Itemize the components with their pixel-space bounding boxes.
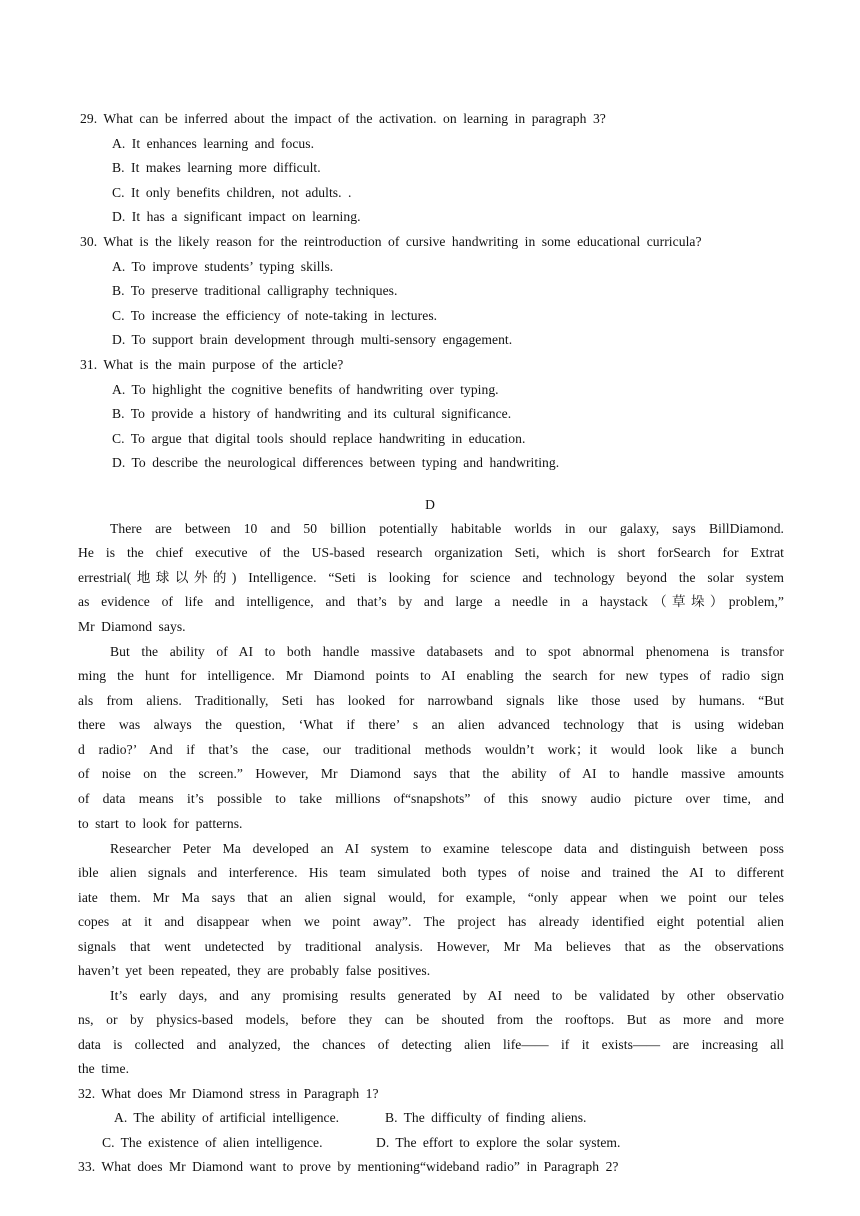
question-30-option-c: C. To increase the efficiency of note-taking in lectures. [112, 308, 438, 323]
passage-p2-line: ming the hunt for intelligence. Mr Diamond points to AI enabling the search for new types of radio sign [78, 668, 784, 683]
passage-p1-line: Mr Diamond says. [78, 619, 186, 634]
passage-p2-line: of data means it’s possible to take millions of“snapshots” of this snowy audio picture over time, and [78, 791, 784, 806]
question-29-stem: 29. What can be inferred about the impact of the activation. on learning in paragraph 3? [80, 111, 606, 126]
passage-p2-line: But the ability of AI to both handle massive databasets and to spot abnormal phenomena is transfor [110, 644, 784, 659]
question-29-option-c: C. It only benefits children, not adults. . [112, 185, 352, 200]
passage-p3-line: signals that went undetected by traditional analysis. However, Mr Ma believes that as the observations [78, 939, 784, 954]
passage-p3-line: iate them. Mr Ma says that an alien signal would, for example, “only appear when we point our teles [78, 890, 784, 905]
question-32-stem: 32. What does Mr Diamond stress in Paragraph 1? [78, 1086, 379, 1101]
section-heading: D [425, 497, 435, 512]
question-32-option-d: D. The effort to explore the solar system. [376, 1135, 621, 1150]
passage-p3-line: haven’t yet been repeated, they are probably false positives. [78, 963, 431, 978]
passage-p3-line: copes at it and disappear when we point away”. The project has already identified eight potential alien [78, 914, 784, 929]
question-29-option-b: B. It makes learning more difficult. [112, 160, 321, 175]
question-31-option-a: A. To highlight the cognitive benefits of handwriting over typing. [112, 382, 499, 397]
question-32-option-b: B. The difficulty of finding aliens. [385, 1110, 587, 1125]
passage-p4-line: ns, or by physics-based models, before they can be shouted from the rooftops. But as more and more [78, 1012, 784, 1027]
question-30-option-b: B. To preserve traditional calligraphy techniques. [112, 283, 398, 298]
question-30-option-d: D. To support brain development through multi-sensory engagement. [112, 332, 513, 347]
passage-p4-line: data is collected and analyzed, the chances of detecting alien life—— if it exists—— are increasing all [78, 1037, 784, 1052]
question-33-stem: 33. What does Mr Diamond want to prove by mentioning“wideband radio” in Paragraph 2? [78, 1159, 619, 1174]
passage-p3-line: Researcher Peter Ma developed an AI system to examine telescope data and distinguish between poss [110, 841, 784, 856]
passage-p2-line: d radio?’ And if that’s the case, our traditional methods wouldn’t work；it would look like a bunch [78, 742, 784, 757]
question-29-option-d: D. It has a significant impact on learning. [112, 209, 361, 224]
question-30-stem: 30. What is the likely reason for the reintroduction of cursive handwriting in some educational curricula? [80, 234, 702, 249]
passage-p4-line: It’s early days, and any promising results generated by AI need to be validated by other observatio [110, 988, 784, 1003]
question-31-stem: 31. What is the main purpose of the article? [80, 357, 344, 372]
passage-p1-line: as evidence of life and intelligence, and that’s by and large a needle in a haystack（草垛）problem,” [78, 594, 784, 609]
question-29-option-a: A. It enhances learning and focus. [112, 136, 315, 151]
passage-p1-line: He is the chief executive of the US-based research organization Seti, which is short forSearch for Extrat [78, 545, 784, 560]
question-31-option-b: B. To provide a history of handwriting and its cultural significance. [112, 406, 512, 421]
passage-p2-line: als from aliens. Traditionally, Seti has looked for narrowband signals like those used by humans. “But [78, 693, 784, 708]
passage-p2-line: to start to look for patterns. [78, 816, 243, 831]
passage-p2-line: there was always the question, ‘What if there’ s an alien advanced technology that is using wideban [78, 717, 784, 732]
passage-p4-line: the time. [78, 1061, 130, 1076]
question-31-option-d: D. To describe the neurological differences between typing and handwriting. [112, 455, 560, 470]
question-30-option-a: A. To improve students’ typing skills. [112, 259, 334, 274]
passage-p3-line: ible alien signals and interference. His team simulated both types of noise and trained the AI to different [78, 865, 784, 880]
question-32-option-a: A. The ability of artificial intelligence. [114, 1110, 339, 1125]
passage-p1-line: errestrial(地球以外的) Intelligence. “Seti is looking for science and technology beyond the solar system [78, 570, 784, 585]
question-32-option-c: C. The existence of alien intelligence. [102, 1135, 323, 1150]
question-31-option-c: C. To argue that digital tools should replace handwriting in education. [112, 431, 526, 446]
passage-p1-line: There are between 10 and 50 billion potentially habitable worlds in our galaxy, says BillDiamond. [110, 521, 784, 536]
passage-p2-line: of noise on the screen.” However, Mr Diamond says that the ability of AI to handle massive amounts [78, 766, 784, 781]
